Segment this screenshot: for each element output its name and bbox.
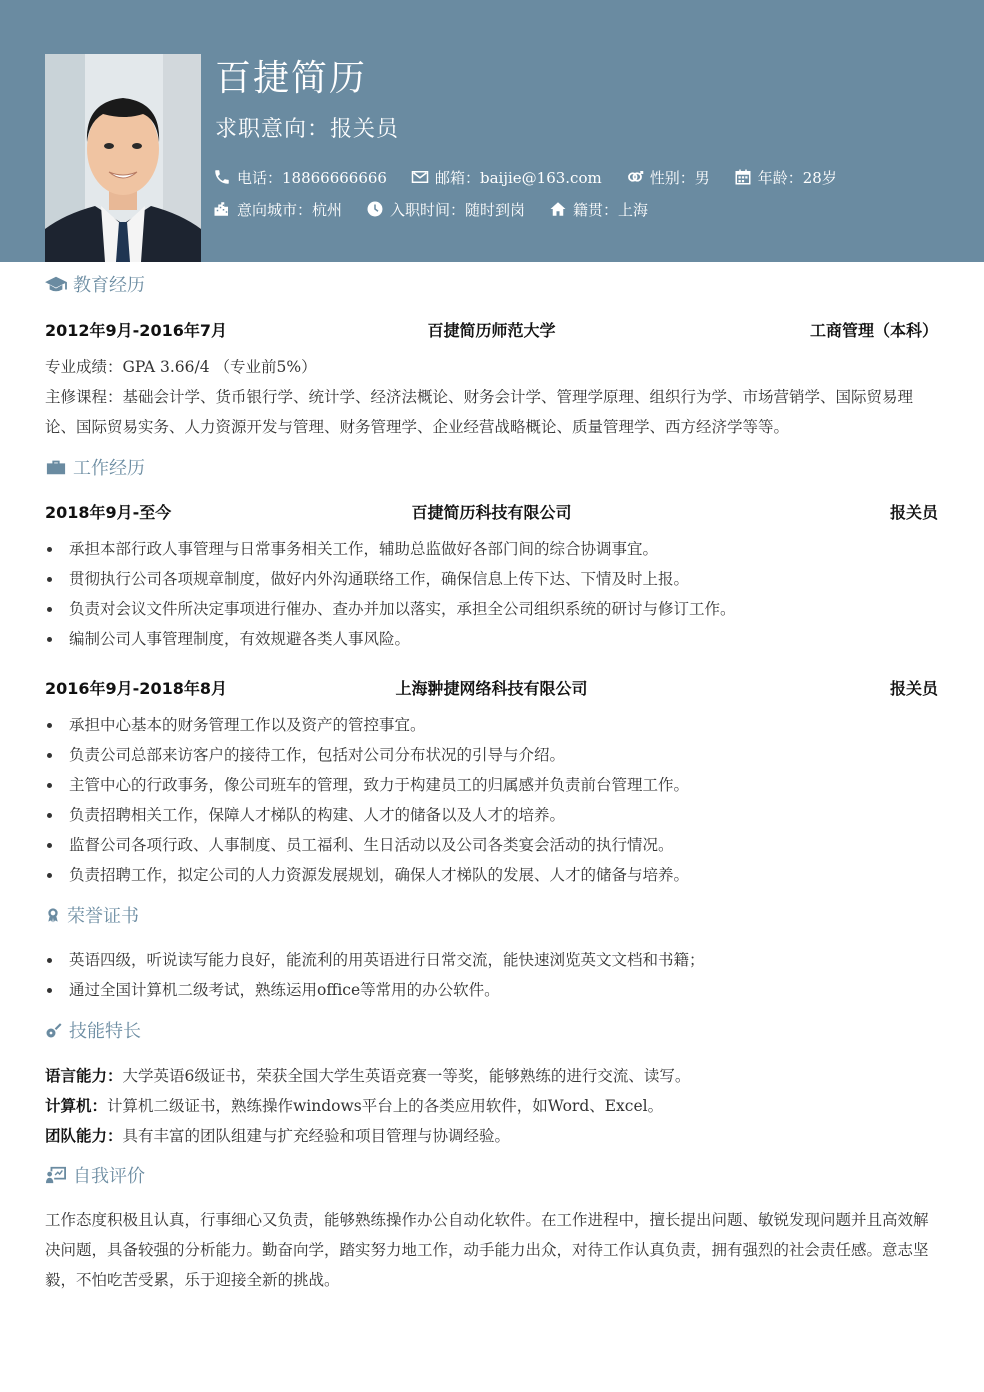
job-header (45, 676, 938, 700)
job-duties (45, 710, 938, 890)
age-item (734, 167, 837, 188)
list-item: 负责招聘工作，拟定公司的人力资源发展规划，确保人才梯队的发展、人才的储备与培养。 (45, 860, 938, 890)
portrait-image (45, 54, 201, 262)
candidate-name: 百捷简历 (215, 58, 368, 99)
list-item: 通过全国计算机二级考试，熟练运用office等常用的办公软件。 (45, 975, 938, 1005)
contact-row (213, 165, 861, 189)
work-section-title (45, 454, 145, 480)
job-role: 报关员 (889, 679, 938, 698)
email-text: 邮箱：baijie@163.com (434, 168, 602, 187)
phone-icon (213, 168, 231, 186)
skill-row (45, 1091, 938, 1121)
job-company: 上海翀捷网络科技有限公司 (395, 679, 588, 698)
gender-item (626, 167, 710, 188)
graduation-cap-icon (45, 274, 67, 294)
education-school: 百捷简历师范大学 (427, 321, 556, 340)
gender-icon (626, 168, 644, 186)
job-duties (45, 534, 938, 654)
list-item: 英语四级，听说读写能力良好，能流利的用英语进行日常交流，能快速浏览英文文档和书籍； (45, 945, 938, 975)
calendar-icon (734, 168, 752, 186)
skill-label: 语言能力： (45, 1067, 123, 1085)
education-gpa: 专业成绩：GPA 3.66/4 （专业前5%） (45, 358, 317, 376)
email-item (411, 167, 602, 188)
skills-section-title (45, 1017, 141, 1043)
city-item (213, 199, 342, 220)
honors-section-title (45, 902, 139, 928)
list-item: 承担本部行政人事管理与日常事务相关工作，辅助总监做好各部门间的综合协调事宜。 (45, 534, 938, 564)
self-section-title (45, 1162, 145, 1188)
job-header (45, 500, 938, 524)
education-courses: 主修课程：基础会计学、货币银行学、统计学、经济法概论、财务会计学、管理学原理、组织行为学、市场营销学、国际贸易理论、国际贸易实务、人力资源开发与管理、财务管理学、企业经营战略概论、质量管理学、西方经济学等等。 (45, 388, 914, 436)
honors-list (45, 945, 938, 1005)
gender-text: 性别：男 (649, 168, 710, 187)
start-item (366, 199, 525, 220)
age-text: 年龄：28岁 (757, 168, 837, 187)
skill-text: 具有丰富的团队组建与扩充经验和项目管理与协调经验。 (122, 1127, 511, 1145)
list-item: 负责公司总部来访客户的接待工作，包括对公司分布状况的引导与介绍。 (45, 740, 938, 770)
clock-icon (366, 200, 384, 218)
job-period: 2016年9月-2018年8月 (45, 679, 227, 698)
self-title-text: 自我评价 (73, 1166, 145, 1187)
start-text: 入职时间：随时到岗 (390, 200, 526, 219)
briefcase-icon (45, 457, 67, 477)
city-icon (213, 200, 231, 218)
education-title-text: 教育经历 (73, 275, 145, 296)
honors-title-text: 荣誉证书 (67, 906, 139, 927)
mail-icon (411, 168, 429, 186)
job-period: 2018年9月-至今 (45, 503, 172, 522)
skill-row (45, 1061, 938, 1091)
skill-label: 团队能力： (45, 1127, 123, 1145)
profile-photo (45, 54, 201, 262)
guitar-icon (45, 1020, 63, 1040)
list-item: 主管中心的行政事务，像公司班车的管理，致力于构建员工的归属感并负责前台管理工作。 (45, 770, 938, 800)
hometown-item (549, 199, 648, 220)
job-intent: 求职意向：报关员 (215, 117, 400, 142)
phone-item (213, 167, 387, 188)
work-title-text: 工作经历 (73, 458, 145, 479)
education-major: 工商管理（本科） (809, 321, 938, 340)
presentation-icon (45, 1165, 67, 1185)
hometown-text: 籍贯：上海 (573, 200, 649, 219)
education-section-title (45, 271, 145, 297)
job-role: 报关员 (889, 503, 938, 522)
skill-label: 计算机： (45, 1097, 108, 1115)
list-item: 负责对会议文件所决定事项进行催办、查办并加以落实，承担全公司组织系统的研讨与修订工作。 (45, 594, 938, 624)
job-company: 百捷简历科技有限公司 (411, 503, 572, 522)
skill-text: 大学英语6级证书，荣获全国大学生英语竞赛一等奖，能够熟练的进行交流、读写。 (122, 1067, 691, 1085)
skill-text: 计算机二级证书，熟练操作windows平台上的各类应用软件，如Word、Excel。 (107, 1097, 664, 1115)
education-row (45, 318, 938, 342)
home-icon (549, 200, 567, 218)
list-item: 负责招聘相关工作，保障人才梯队的构建、人才的储备以及人才的培养。 (45, 800, 938, 830)
education-period: 2012年9月-2016年7月 (45, 321, 227, 340)
skill-row (45, 1121, 938, 1151)
resume-header (0, 0, 984, 262)
list-item: 编制公司人事管理制度，有效规避各类人事风险。 (45, 624, 938, 654)
list-item: 监督公司各项行政、人事制度、员工福利、生日活动以及公司各类宴会活动的执行情况。 (45, 830, 938, 860)
self-evaluation-text: 工作态度积极且认真，行事细心又负责，能够熟练操作办公自动化软件。在工作进程中，擅长提出问题、敏锐发现问题并且高效解决问题，具备较强的分析能力。勤奋向学，踏实努力地工作，动手能力出众，对待工作认真负责，拥有强烈的社会责任感。意志坚毅，不怕吃苦受累，乐于迎接全新的挑战。 (45, 1211, 929, 1289)
list-item: 贯彻执行公司各项规章制度，做好内外沟通联络工作，确保信息上传下达、下情及时上报。 (45, 564, 938, 594)
city-text: 意向城市：杭州 (237, 200, 343, 219)
detail-row (213, 197, 672, 221)
phone-text: 电话：18866666666 (237, 168, 387, 187)
list-item: 承担中心基本的财务管理工作以及资产的管控事宜。 (45, 710, 938, 740)
skills-title-text: 技能特长 (69, 1021, 141, 1042)
award-icon (45, 905, 61, 925)
